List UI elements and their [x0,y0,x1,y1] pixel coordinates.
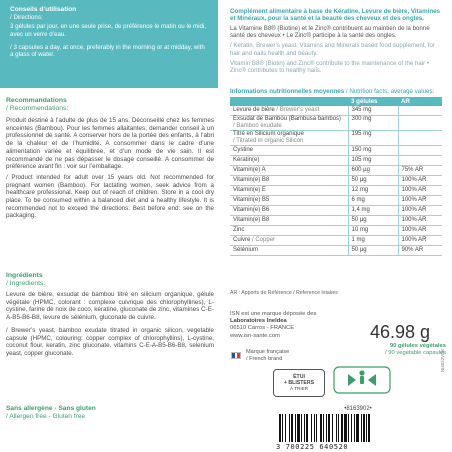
barcode-bar [368,414,370,442]
nutrition-row [230,216,442,226]
manufacturer-line: ISN est une marque déposée des [230,311,317,317]
nutrient-name [230,216,348,226]
barcode-bar [328,414,330,442]
recommendations-text-en: / Product intended for adult over 15 years old. Not recommended for pregnant women (Bamboo). For lactating women, seek advice from a healthcare professional. Keep out of reach of children. Store in a cool dry place. To be consumed within a balanced diet and a healthy lifestyle. It is recommended not to exceed the directions. Best before end: see on the packaging. [6,173,214,220]
description-text-fr: La Vitamine B8® (Biotine) et le Zinc® contribuent au maintien de la bonne santé des cheveux • Le Zinc® participe à la santé des ongles. [230,24,430,40]
nutrition-row [230,146,442,156]
nutrition-row [230,131,442,146]
barcode-bar [291,414,293,442]
lot-code-number: 8163902 [346,406,370,412]
nutrient-name [230,196,348,206]
nutrient-name [230,106,348,116]
description-text-en: / Keratin, Brewer’s yeast, Vitamins and Minerals based food supplement, for hair and nails health and beauty. [230,42,435,57]
nutrient-name-en: / Bamboo exudate [233,123,282,130]
recommendations-title: Recommandations [6,97,67,104]
barcode-bar [306,414,308,442]
nutrient-quantity: 300 mg [348,116,398,131]
nutrient-name-fr: Vitamin(e) E [233,187,266,194]
barcode-bar [326,414,327,442]
nutrient-name-fr: Levure de bière [233,107,275,113]
product-description [230,8,446,75]
barcode-bar [316,414,317,442]
nutrient-reference-intake: 100% AR [398,186,442,196]
barcode-bar [332,414,333,442]
nutrient-reference-intake: 75% AR [398,166,442,176]
nutrient-name [230,116,348,131]
nutrient-name-fr: Titré en Silicium organique [233,131,304,138]
manufacturer-address: 06510 Carros - FRANCE [230,325,295,332]
ingredients-text-fr: Levure de bière, exsudat de bambou titré en silicium organique, gélule végétale (HPMC, colorant : complexe cuivrique des chlorophyllines), L-cystine, farine de noix de coco, kératine, gluconate de zinc, vitamines C-E-A-B5-B6-B8, levure de sélénium, gluconate de cuivre. [6,291,214,322]
nutrient-name-fr: Kératin(e) [233,157,260,164]
manufacturer-website: www.isn-sante.com [230,332,280,339]
nutrition-header-qty: 3 gélules [348,97,398,106]
barcode-bar [289,414,290,442]
nutrition-row [230,156,442,166]
barcode-bar [314,414,315,442]
nutrient-quantity: 105 mg [348,156,398,166]
barcode-bar [356,414,359,442]
vertical-code: NI4022VDE [440,348,445,372]
nutrition-title [230,88,446,96]
lot-code: •8163902• [344,406,372,412]
french-brand-en: / French brand [246,355,283,362]
recycle-line-3: À TRIER [289,386,309,391]
nutrient-quantity: 12 mg [348,186,398,196]
nutrient-name [230,176,348,186]
capsules-en: / 90 vegetable capsules [385,350,446,356]
nutrient-reference-intake [398,146,442,156]
nutrient-name-en: / Copper [250,237,276,244]
barcode-bar [301,414,302,442]
barcode-number: 3 700225 640520 [276,443,349,451]
nutrient-name [230,206,348,216]
recycle-line-1: ÉTUI [293,374,305,380]
allergen-section [6,405,214,421]
manufacturer-company: Laboratoires Ineldea [230,318,287,325]
nutrient-name-fr: Vitamin(e) B5 [233,197,270,204]
barcode-bar [282,414,283,442]
nutrient-name-fr: Cuivre [233,237,251,244]
nutrient-reference-intake: 90% AR [398,246,442,256]
nutrition-header-name [230,97,348,106]
ingredients-section [6,272,214,358]
nutrition-row [230,206,442,216]
nutrition-header-ar: AR [398,97,442,106]
description-text-en-2: Vitamin B8® (Biotin) and Zinc® contribute to the maintenance of the hair • Zinc® contributes to healthy nails. [230,60,429,75]
barcode-bar [311,414,312,442]
nutrient-reference-intake [398,116,442,131]
triman-recycling-icon [333,366,391,394]
nutrient-quantity: 345 mg [348,106,398,116]
nutrient-name-fr: Vitamin(e) B8 [233,217,270,224]
nutrient-quantity: 1 mg [348,236,398,246]
nutrient-name [230,246,348,256]
nutrient-name [230,186,348,196]
barcode-bar [295,414,296,442]
nutrient-name-fr: Zinc [233,227,245,234]
barcode-bar [304,414,305,442]
barcode-bar [341,414,343,442]
nutrition-row [230,106,442,116]
french-brand-fr: Marque française [246,349,290,355]
barcode-bar [361,414,362,442]
nutrient-quantity: 1,4 mg [348,206,398,216]
nutrient-reference-intake: 100% AR [398,176,442,186]
nutrition-title-en: / Nutrition facts, average values: [345,88,435,95]
reference-intakes-note: AR : Apports de Référence / Reference intakes [230,290,338,296]
nutrient-quantity: 150 mg [348,146,398,156]
nutrition-row [230,176,442,186]
barcode-bar [366,414,367,442]
nutrient-quantity: 6 mg [348,196,398,206]
barcode [279,414,399,442]
barcode-bar [338,414,339,442]
nutrient-name-fr: Vitamin(e) B8 [233,177,270,184]
usage-subtitle: / Directions: [10,14,43,21]
nutrient-reference-intake: 100% AR [398,196,442,206]
capsules-fr: 90 gélules végétales [389,343,446,349]
usage-title: Conseils d’utilisation [10,6,77,13]
allergen-text-fr: Sans allergène - Sans gluten [6,405,96,412]
nutrient-name [230,226,348,236]
nutrient-name-fr: Cystine [233,147,254,154]
nutrient-name-en: / Brewer’s yeast [274,107,320,113]
allergen-text-en: / Allergen free - Gluten free [6,413,86,420]
nutrition-title-fr: Informations nutritionnelles moyennes [230,88,345,95]
nutrition-row [230,226,442,236]
net-weight: 46.98 g [370,322,431,342]
nutrient-quantity: 600 µg [348,166,398,176]
ingredients-subtitle: / Ingredients: [6,280,46,287]
barcode-bar [363,414,365,442]
nutrient-name [230,131,348,146]
nutrient-name [230,146,348,156]
nutrition-table [230,97,442,256]
nutrient-reference-intake: 100% AR [398,236,442,246]
french-brand-note [246,349,289,363]
nutrient-name-fr: Vitamin(e) B6 [233,207,270,214]
barcode-bar [297,414,300,442]
recycle-line-2: + BLISTERS [283,380,315,386]
nutrient-name-fr: Exsudat de Bambou (Bambusa bambos) [233,116,342,123]
nutrient-reference-intake [398,106,442,116]
barcode-bar [351,414,352,442]
nutrient-name-fr: Vitamin(e) A [233,167,266,174]
usage-text-en: / 3 capsules a day, at once, preferably in the morning or at midday, with a glass of water. [10,43,205,59]
recycle-badge [273,369,325,397]
nutrient-reference-intake: 100% AR [398,206,442,216]
nutrient-reference-intake [398,156,442,166]
nutrient-quantity: 50 µg [348,216,398,226]
usage-box [0,0,218,88]
ingredients-title: Ingrédients [6,272,43,279]
nutrition-row [230,186,442,196]
french-flag-icon [231,352,241,359]
nutrient-name [230,236,348,246]
nutrient-reference-intake [398,131,442,146]
ingredients-text-en: / Brewer’s yeast, bamboo exudate titrated in organic silicon, vegetable capsule (HPMC, colouring: copper complex of chlorophyllins), L-cystine, coconut flour, keratin, zinc gluconate, vitamins C-E-A-B5-B6-B8, selenium yeast, copper gluconate. [6,326,214,357]
nutrition-row [230,196,442,206]
nutrition-row [230,116,442,131]
recommendations-text-fr: Produit destiné à l’adulte de plus de 15 ans. Déconseillé chez les femmes enceintes (Bambou). Pour les femmes allaitantes, demander conseil à un professionnel de santé. A conserver hors de la portée des enfants, à l’abri de la chaleur et de l’humidité. A consommer dans le cadre d’une alimentation variée et équilibrée, et d’un mode de vie sain. Il est recommandé de ne pas dépasser le dosage conseillé. A consommer de préférence avant fin : voir sur l’emballage. [6,117,214,171]
nutrient-name-fr: Sélénium [233,247,259,254]
recommendations-subtitle: / Recommendations: [6,105,69,112]
nutrition-row [230,166,442,176]
barcode-bar [348,414,349,442]
nutrient-name-en: / Titrated in organic Silicon [233,138,304,145]
nutrient-quantity: 10 mg [348,226,398,236]
nutrient-quantity: 50 µg [348,246,398,256]
barcode-bar [323,414,324,442]
barcode-bar [320,414,322,442]
usage-text-fr: 3 gélules par jour, en une seule prise, de préférence le matin ou le midi, avec un verre d’eau. [10,23,207,38]
manufacturer-info [230,311,380,340]
nutrition-row [230,236,442,246]
description-headline: Complément alimentaire à base de Kératine, Levure de bière, Vitamines et Minéraux, pour la santé et la beauté des cheveux et des ongles. [230,8,440,23]
barcode-bar [344,414,347,442]
recommendations-section [6,97,214,220]
nutrient-name [230,156,348,166]
barcode-bar [336,414,337,442]
capsules-count [340,343,446,357]
barcode-bar [354,414,355,442]
barcode-bar [279,414,281,442]
nutrient-quantity: 195 mg [348,131,398,146]
nutrition-row [230,246,442,256]
nutrient-name [230,166,348,176]
nutrient-reference-intake: 100% AR [398,226,442,236]
nutrition-header-row [230,97,442,106]
nutrient-reference-intake: 100% AR [398,216,442,226]
barcode-bar [285,414,286,442]
nutrient-quantity: 50 µg [348,176,398,186]
